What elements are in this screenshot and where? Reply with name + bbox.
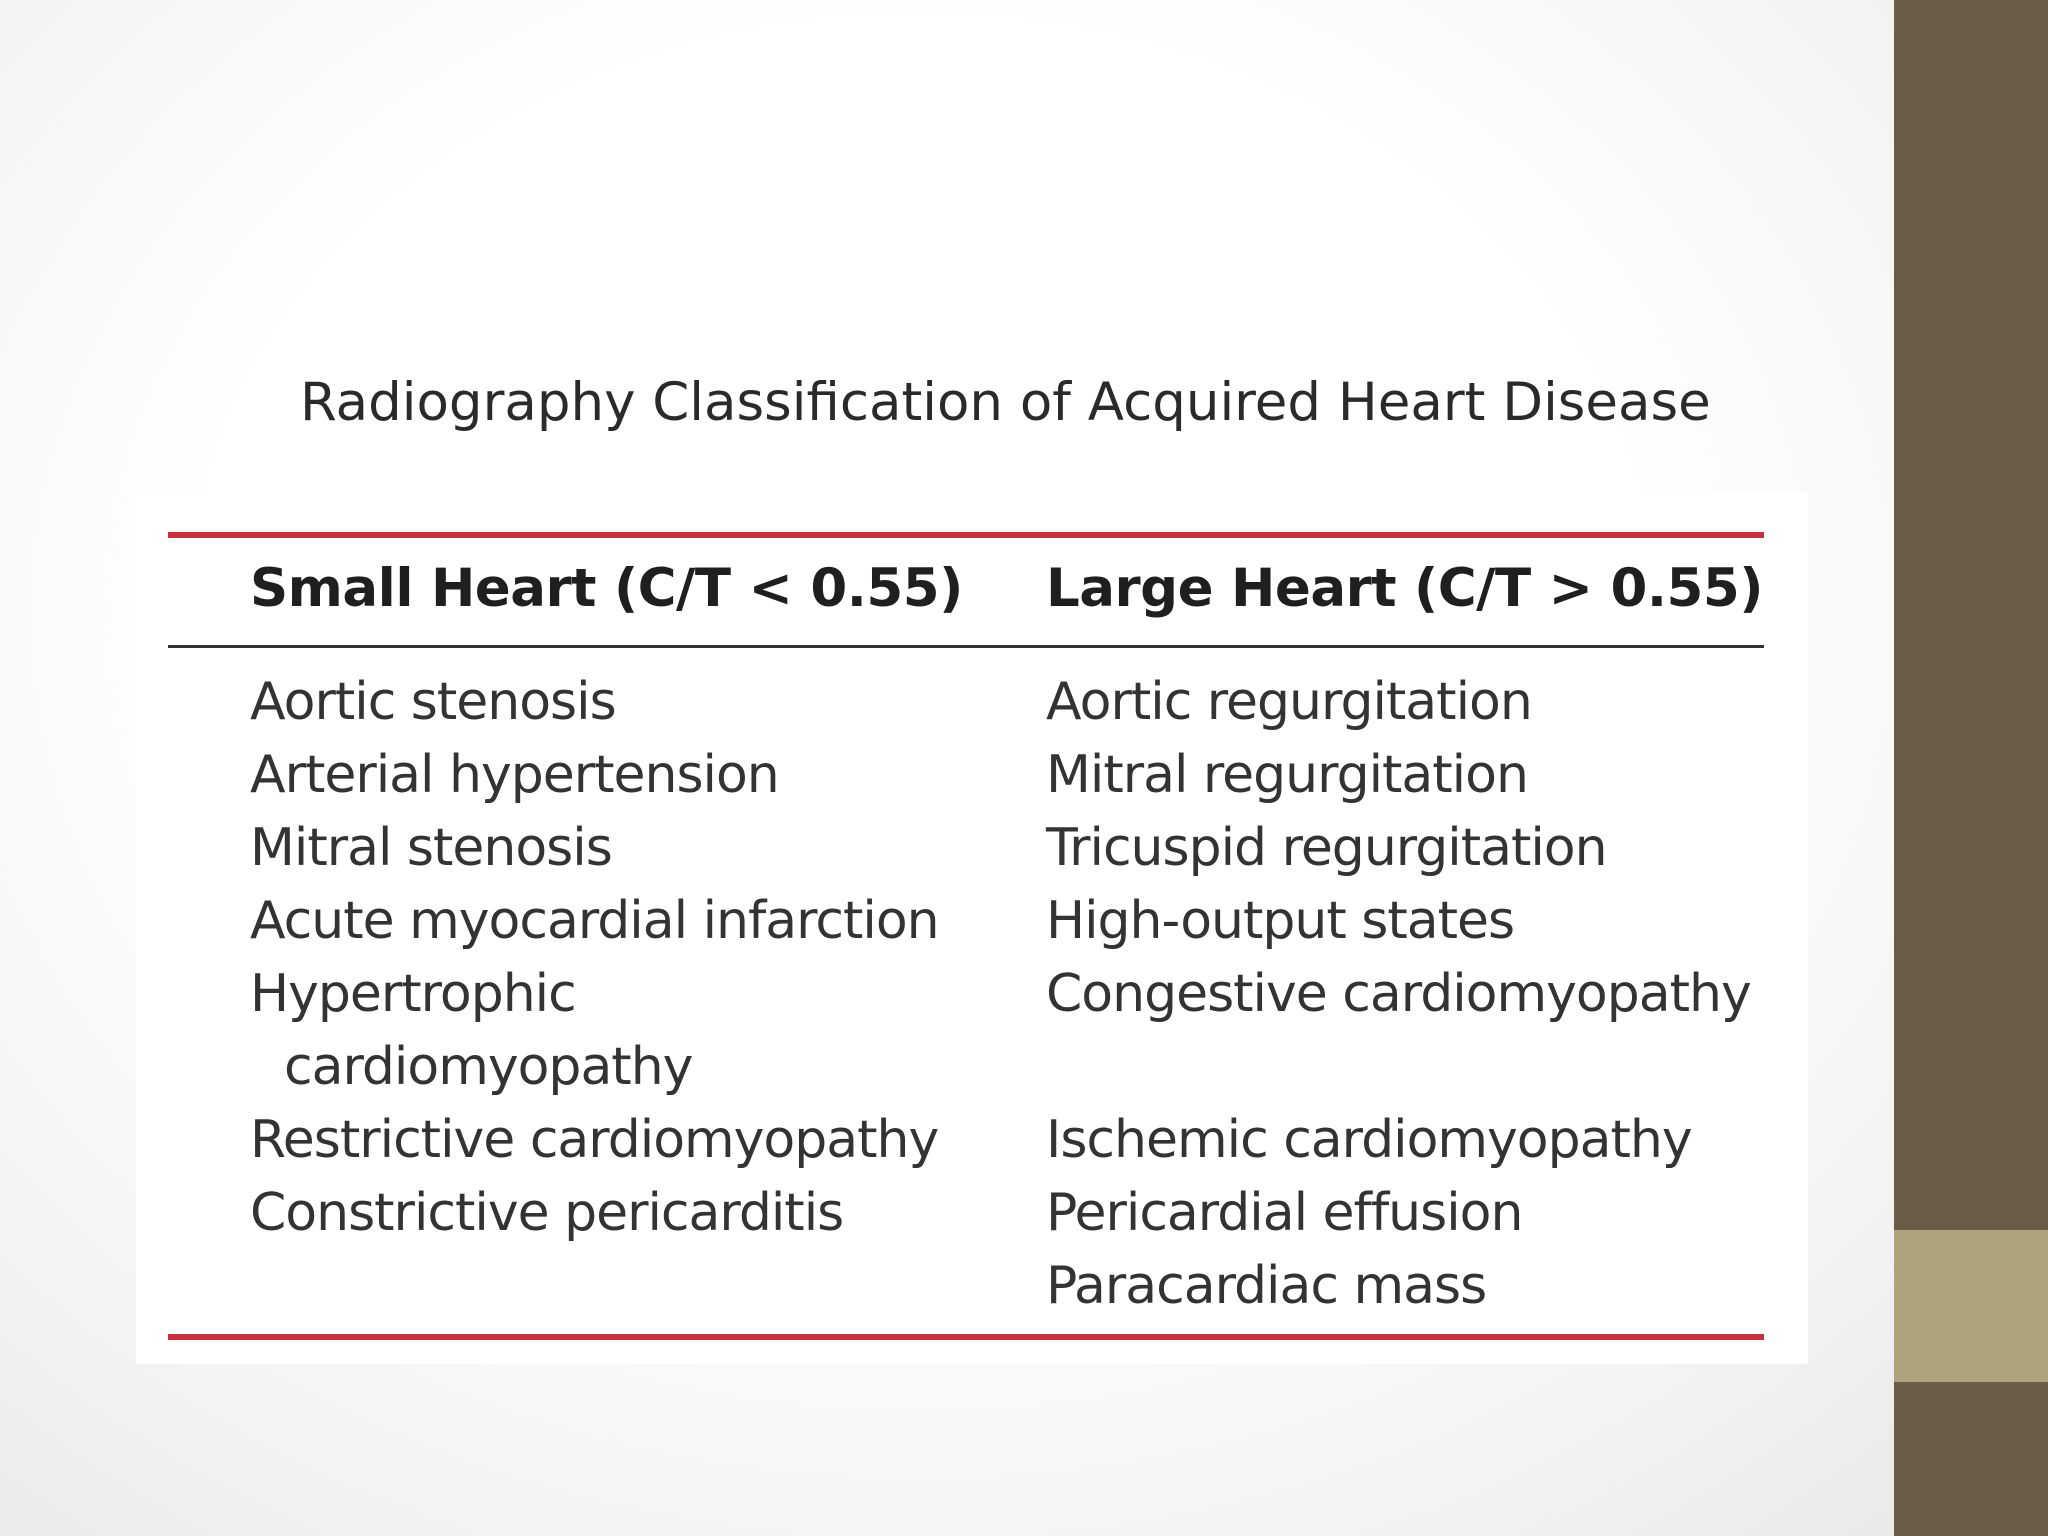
slide-title: Radiography Classification of Acquired Heart Disease: [300, 372, 1711, 433]
small-heart-list: [250, 666, 939, 1250]
list-item: Constrictive pericarditis: [250, 1183, 844, 1243]
list-item: Tricuspid regurgitation: [1046, 818, 1607, 878]
list-item: Mitral regurgitation: [1046, 745, 1528, 805]
list-item: Arterial hypertension: [250, 745, 779, 805]
list-spacer: [1046, 1031, 1751, 1104]
list-item: Restrictive cardiomyopathy: [250, 1110, 939, 1170]
list-item: Paracardiac mass: [1046, 1256, 1487, 1316]
large-heart-header: Large Heart (C/T > 0.55): [1046, 558, 1763, 619]
list-item: Mitral stenosis: [250, 818, 612, 878]
classification-table: [136, 492, 1808, 1364]
list-item-text: Hypertrophic: [250, 964, 576, 1024]
table-bottom-rule: [168, 1334, 1764, 1340]
list-item: Pericardial effusion: [1046, 1183, 1523, 1243]
small-heart-header: Small Heart (C/T < 0.55): [250, 558, 963, 619]
table-header-rule: [168, 645, 1764, 648]
list-item: High-output states: [1046, 891, 1515, 951]
list-item: Ischemic cardiomyopathy: [1046, 1110, 1692, 1170]
large-heart-list: [1046, 666, 1751, 1323]
list-item: Acute myocardial infarction: [250, 891, 939, 951]
list-item: [250, 958, 939, 1104]
list-item-continuation: cardiomyopathy: [284, 1037, 693, 1097]
table-top-rule: [168, 532, 1764, 538]
list-item: Aortic stenosis: [250, 672, 616, 732]
decorative-sidebar-accent: [1894, 1230, 2048, 1382]
list-item: Aortic regurgitation: [1046, 672, 1532, 732]
list-item: Congestive cardiomyopathy: [1046, 964, 1751, 1024]
